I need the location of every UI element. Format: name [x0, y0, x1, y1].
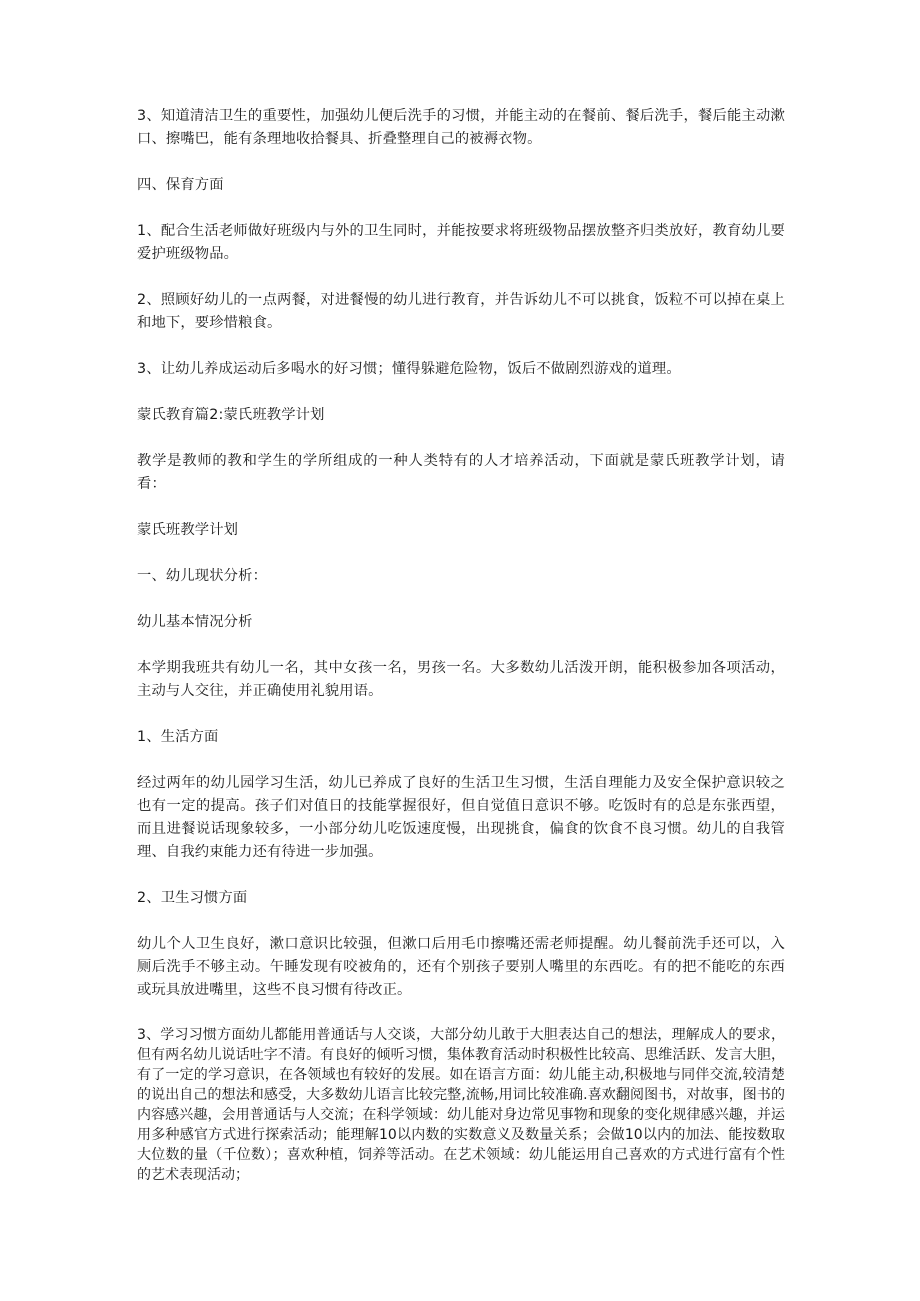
article-intro: 教学是教师的教和学生的学所组成的一种人类特有的人才培养活动，下面就是蒙氏班教学计划，请看： — [137, 453, 785, 492]
paragraph-hygiene-habits: 幼儿个人卫生良好，漱口意识比较强，但漱口后用毛巾擦嘴还需老师提醒。幼儿餐前洗手还可以，入厕后洗手不够主动。午睡发现有咬被角的，还有个别孩子要别人嘴里的东西吃。有的把不能吃的东西或玩具放进嘴里，这些不良习惯有待改正。 — [137, 936, 785, 998]
paragraph-hygiene-item-3: 3、知道清洁卫生的重要性，加强幼儿便后洗手的习惯，并能主动的在餐前、餐后洗手，餐后能主动漱口、擦嘴巴，能有条理地收拾餐具、折叠整理自己的被褥衣物。 — [137, 108, 785, 147]
subheading-basic-analysis: 幼儿基本情况分析 — [137, 614, 253, 630]
section-heading-care: 四、保育方面 — [137, 177, 224, 193]
subheading-daily-life: 1、生活方面 — [137, 729, 219, 745]
paragraph-care-item-3: 3、让幼儿养成运动后多喝水的好习惯；懂得躲避危险物，饭后不做剧烈游戏的道理。 — [137, 361, 681, 377]
paragraph-care-item-1: 1、配合生活老师做好班级内与外的卫生同时，并能按要求将班级物品摆放整齐归类放好，教育幼儿要爱护班级物品。 — [137, 223, 785, 262]
paragraph-learning-habits: 3、学习习惯方面幼儿都能用普通话与人交谈，大部分幼儿敢于大胆表达自己的想法，理解成人的要求，但有两名幼儿说话吐字不清。有良好的倾听习惯，集体教育活动时积极性比较高、思维活跃、发言大胆，有了一定的学习意识，在各领域也有较好的发展。如在语言方面：幼儿能主动,积极地与同伴交流,较清楚的说出自己的想法和感受，大多数幼儿语言比较完整,流畅,用词比较准确.喜欢翻阅图书，对故事，图书的内容感兴趣，会用普通话与人交流；在科学领域：幼儿能对身边常见事物和现象的变化规律感兴趣，并运用多种感官方式进行探索活动；能理解10以内数的实数意义及数量关系；会做10以内的加法、能按数取大位数的量（千位数）；喜欢种植，饲养等活动。在艺术领域：幼儿能运用自己喜欢的方式进行富有个性的艺术表现活动； — [137, 1027, 785, 1183]
section-heading-analysis: 一、幼儿现状分析： — [137, 568, 268, 584]
paragraph-class-overview: 本学期我班共有幼儿一名，其中女孩一名，男孩一名。大多数幼儿活泼开朗，能积极参加各项活动，主动与人交往，并正确使用礼貌用语。 — [137, 660, 785, 699]
paragraph-daily-life: 经过两年的幼儿园学习生活，幼儿已养成了良好的生活卫生习惯，生活自理能力及安全保护意识较之也有一定的提高。孩子们对值日的技能掌握很好，但自觉值日意识不够。吃饭时有的总是东张西望，而且进餐说话现象较多，一小部分幼儿吃饭速度慢，出现挑食，偏食的饮食不良习惯。幼儿的自我管理、自我约束能力还有待进一步加强。 — [137, 775, 785, 860]
document-page — [137, 105, 785, 1208]
subheading-hygiene-habits: 2、卫生习惯方面 — [137, 890, 248, 906]
article-title: 蒙氏教育篇2:蒙氏班教学计划 — [137, 407, 325, 423]
paragraph-care-item-2: 2、照顾好幼儿的一点两餐，对进餐慢的幼儿进行教育，并告诉幼儿不可以挑食，饭粒不可以掉在桌上和地下，要珍惜粮食。 — [137, 292, 785, 331]
plan-title: 蒙氏班教学计划 — [137, 522, 239, 538]
